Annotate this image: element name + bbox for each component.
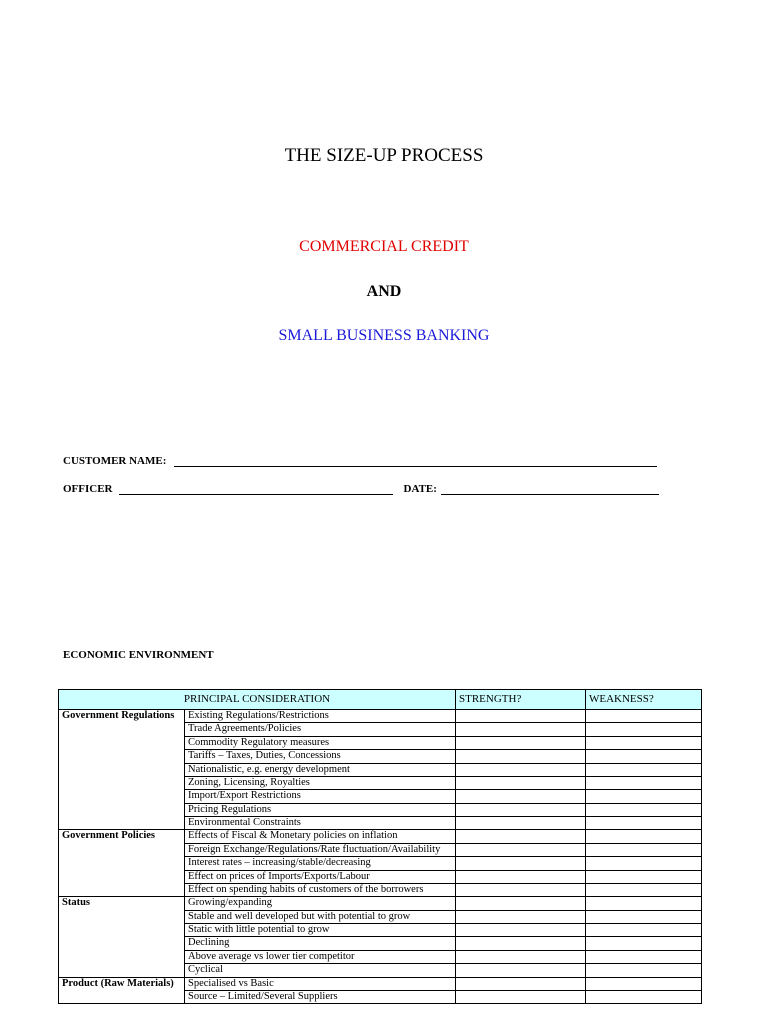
consideration-table bbox=[58, 689, 702, 1004]
weakness-cell[interactable] bbox=[586, 723, 702, 736]
table-row bbox=[59, 977, 702, 990]
strength-cell[interactable] bbox=[456, 710, 586, 723]
consideration-item: Nationalistic, e.g. energy development bbox=[185, 763, 456, 776]
consideration-item: Trade Agreements/Policies bbox=[185, 723, 456, 736]
weakness-cell[interactable] bbox=[586, 843, 702, 856]
date-field[interactable] bbox=[441, 482, 659, 495]
consideration-item: Cyclical bbox=[185, 964, 456, 977]
header-principal-consideration: PRINCIPAL CONSIDERATION bbox=[59, 690, 456, 710]
consideration-item: Effect on prices of Imports/Exports/Labour bbox=[185, 870, 456, 883]
weakness-cell[interactable] bbox=[586, 910, 702, 923]
weakness-cell[interactable] bbox=[586, 817, 702, 830]
weakness-cell[interactable] bbox=[586, 964, 702, 977]
category-label: Government Regulations bbox=[59, 710, 185, 830]
strength-cell[interactable] bbox=[456, 736, 586, 749]
consideration-item: Zoning, Licensing, Royalties bbox=[185, 776, 456, 789]
weakness-cell[interactable] bbox=[586, 883, 702, 896]
customer-name-label: CUSTOMER NAME: bbox=[63, 455, 167, 467]
weakness-cell[interactable] bbox=[586, 750, 702, 763]
weakness-cell[interactable] bbox=[586, 830, 702, 843]
consideration-item: Above average vs lower tier competitor bbox=[185, 950, 456, 963]
strength-cell[interactable] bbox=[456, 977, 586, 990]
strength-cell[interactable] bbox=[456, 950, 586, 963]
consideration-item: Commodity Regulatory measures bbox=[185, 736, 456, 749]
weakness-cell[interactable] bbox=[586, 710, 702, 723]
strength-cell[interactable] bbox=[456, 883, 586, 896]
officer-date-row bbox=[63, 482, 659, 495]
strength-cell[interactable] bbox=[456, 843, 586, 856]
customer-name-field[interactable] bbox=[174, 454, 657, 467]
strength-cell[interactable] bbox=[456, 830, 586, 843]
table-header-row bbox=[59, 690, 702, 710]
consideration-item: Specialised vs Basic bbox=[185, 977, 456, 990]
table-row bbox=[59, 897, 702, 910]
strength-cell[interactable] bbox=[456, 910, 586, 923]
strength-cell[interactable] bbox=[456, 817, 586, 830]
header-weakness: WEAKNESS? bbox=[586, 690, 702, 710]
weakness-cell[interactable] bbox=[586, 763, 702, 776]
strength-cell[interactable] bbox=[456, 750, 586, 763]
strength-cell[interactable] bbox=[456, 857, 586, 870]
weakness-cell[interactable] bbox=[586, 790, 702, 803]
page-title: THE SIZE-UP PROCESS bbox=[284, 145, 484, 166]
strength-cell[interactable] bbox=[456, 924, 586, 937]
weakness-cell[interactable] bbox=[586, 870, 702, 883]
table-row bbox=[59, 710, 702, 723]
strength-cell[interactable] bbox=[456, 937, 586, 950]
consideration-item: Static with little potential to grow bbox=[185, 924, 456, 937]
strength-cell[interactable] bbox=[456, 763, 586, 776]
date-label: DATE: bbox=[403, 483, 437, 495]
weakness-cell[interactable] bbox=[586, 736, 702, 749]
consideration-item: Pricing Regulations bbox=[185, 803, 456, 816]
subtitle-and: AND bbox=[366, 283, 402, 300]
strength-cell[interactable] bbox=[456, 776, 586, 789]
officer-label: OFFICER bbox=[63, 483, 113, 495]
consideration-item: Tariffs – Taxes, Duties, Concessions bbox=[185, 750, 456, 763]
officer-field[interactable] bbox=[119, 482, 393, 495]
section-economic-environment: ECONOMIC ENVIRONMENT bbox=[63, 649, 214, 661]
strength-cell[interactable] bbox=[456, 990, 586, 1003]
consideration-item: Source – Limited/Several Suppliers bbox=[185, 990, 456, 1003]
category-label: Product (Raw Materials) bbox=[59, 977, 185, 1004]
weakness-cell[interactable] bbox=[586, 803, 702, 816]
consideration-item: Interest rates – increasing/stable/decreasing bbox=[185, 857, 456, 870]
header-strength: STRENGTH? bbox=[456, 690, 586, 710]
subtitle-small-business-banking: SMALL BUSINESS BANKING bbox=[278, 327, 490, 344]
strength-cell[interactable] bbox=[456, 723, 586, 736]
weakness-cell[interactable] bbox=[586, 857, 702, 870]
consideration-item: Foreign Exchange/Regulations/Rate fluctuation/Availability bbox=[185, 843, 456, 856]
consideration-item: Declining bbox=[185, 937, 456, 950]
weakness-cell[interactable] bbox=[586, 924, 702, 937]
strength-cell[interactable] bbox=[456, 897, 586, 910]
weakness-cell[interactable] bbox=[586, 937, 702, 950]
consideration-item: Growing/expanding bbox=[185, 897, 456, 910]
weakness-cell[interactable] bbox=[586, 950, 702, 963]
customer-name-row bbox=[63, 454, 657, 467]
consideration-item: Import/Export Restrictions bbox=[185, 790, 456, 803]
weakness-cell[interactable] bbox=[586, 990, 702, 1003]
subtitle-commercial-credit: COMMERCIAL CREDIT bbox=[299, 238, 469, 255]
strength-cell[interactable] bbox=[456, 964, 586, 977]
weakness-cell[interactable] bbox=[586, 776, 702, 789]
consideration-item: Environmental Constraints bbox=[185, 817, 456, 830]
category-label: Status bbox=[59, 897, 185, 977]
strength-cell[interactable] bbox=[456, 870, 586, 883]
table-row bbox=[59, 830, 702, 843]
consideration-item: Effects of Fiscal & Monetary policies on inflation bbox=[185, 830, 456, 843]
consideration-item: Existing Regulations/Restrictions bbox=[185, 710, 456, 723]
consideration-item: Stable and well developed but with potential to grow bbox=[185, 910, 456, 923]
strength-cell[interactable] bbox=[456, 803, 586, 816]
weakness-cell[interactable] bbox=[586, 977, 702, 990]
consideration-item: Effect on spending habits of customers of the borrowers bbox=[185, 883, 456, 896]
weakness-cell[interactable] bbox=[586, 897, 702, 910]
strength-cell[interactable] bbox=[456, 790, 586, 803]
category-label: Government Policies bbox=[59, 830, 185, 897]
